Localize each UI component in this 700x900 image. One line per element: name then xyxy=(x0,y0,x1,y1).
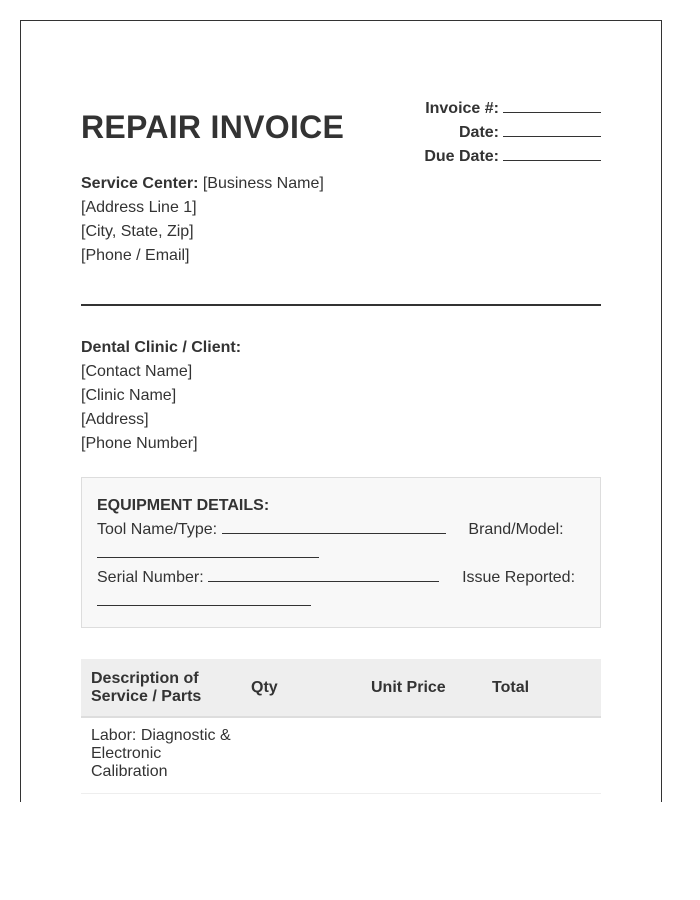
date-row xyxy=(424,123,601,147)
serial-number-label: Serial Number: xyxy=(97,569,204,586)
invoice-number-field[interactable] xyxy=(503,99,601,113)
equipment-line-2 xyxy=(97,542,585,566)
equipment-line-1 xyxy=(97,518,585,542)
serial-number-field[interactable] xyxy=(208,566,439,582)
header-total: Total xyxy=(482,659,601,717)
equipment-line-3 xyxy=(97,566,585,590)
invoice-number-label: Invoice #: xyxy=(425,100,499,117)
service-phone-email: [Phone / Email] xyxy=(81,247,190,264)
due-date-field[interactable] xyxy=(503,147,601,161)
invoice-number-row xyxy=(424,99,601,123)
issue-reported-label: Issue Reported: xyxy=(462,569,576,586)
tool-name-field[interactable] xyxy=(222,518,446,534)
service-city-state-zip: [City, State, Zip] xyxy=(81,223,194,240)
equipment-details-box xyxy=(81,477,601,628)
business-name: [Business Name] xyxy=(202,175,324,192)
header-unit-price: Unit Price xyxy=(361,659,482,717)
brand-model-label: Brand/Model: xyxy=(468,521,564,538)
issue-reported-field[interactable] xyxy=(97,590,311,606)
brand-model-field[interactable] xyxy=(97,542,319,558)
header-description: Description of Service / Parts xyxy=(81,659,241,717)
table-row xyxy=(81,717,601,793)
table-header-row xyxy=(81,659,601,717)
service-address-line: [Address Line 1] xyxy=(81,199,197,216)
items-table xyxy=(81,659,601,794)
row-total[interactable] xyxy=(482,717,601,793)
due-date-label: Due Date: xyxy=(424,148,499,165)
date-label: Date: xyxy=(458,124,499,141)
due-date-row xyxy=(424,147,601,171)
client-contact-name: [Contact Name] xyxy=(81,363,193,380)
date-field[interactable] xyxy=(503,123,601,137)
service-center-label: Service Center: xyxy=(81,175,199,192)
tool-name-label: Tool Name/Type: xyxy=(97,521,218,538)
invoice-page xyxy=(20,20,662,802)
row-qty[interactable] xyxy=(241,717,361,793)
section-divider xyxy=(81,304,601,306)
row-unit-price[interactable] xyxy=(361,717,482,793)
client-label: Dental Clinic / Client: xyxy=(81,339,242,356)
invoice-title: REPAIR INVOICE xyxy=(81,109,345,145)
invoice-meta xyxy=(424,99,601,171)
service-center-block xyxy=(81,172,324,268)
row-description: Labor: Diagnostic & Electronic Calibration xyxy=(81,717,241,793)
client-phone-number: [Phone Number] xyxy=(81,435,198,452)
equipment-line-4 xyxy=(97,590,585,614)
client-block xyxy=(81,336,241,456)
equipment-details-title: EQUIPMENT DETAILS: xyxy=(97,497,270,514)
client-address: [Address] xyxy=(81,411,149,428)
header-qty: Qty xyxy=(241,659,361,717)
client-clinic-name: [Clinic Name] xyxy=(81,387,177,404)
